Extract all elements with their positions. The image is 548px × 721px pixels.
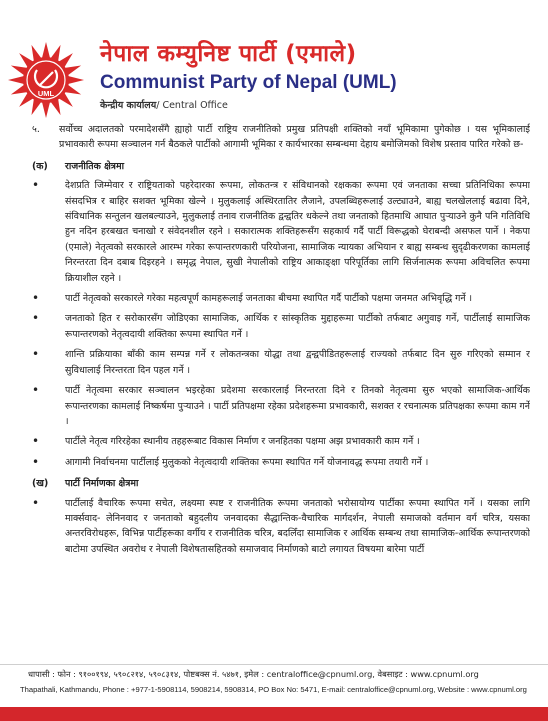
party-logo-icon bbox=[6, 40, 86, 120]
office-label-nepali: केन्द्रीय कार्यालय bbox=[100, 100, 157, 111]
political-points-list bbox=[32, 178, 530, 470]
letterhead bbox=[0, 0, 548, 120]
party-name-english: Communist Party of Nepal (UML) bbox=[100, 72, 397, 93]
list-item: • पार्टीले नेतृत्व गरिरहेका स्थानीय तहहरूबाट विकास निर्माण र जनहितका पक्षमा अझ प्रभावकारी काम गर्ने । bbox=[32, 434, 530, 449]
list-item: • पार्टी नेतृत्वमा सरकार सञ्चालन भइरहेका प्रदेशमा सरकारलाई निरन्तरता दिने र तिनको नेतृत्वमा सुरु भएको सामाजिक-आर्थिक रूपान्तरणका कामलाई निष्कर्षमा पुऱ्याउने । पार्टी प्रतिपक्षमा रहेका प्रदेशहरूमा प्रभावकारी, सशक्त र रचनात्मक प्रतिपक्षका रूपमा काम गर्ने । bbox=[32, 383, 530, 429]
footer-contact-english: Thapathali, Kathmandu, Phone : +977-1-5908114, 5908214, 5908314, PO Box No: 5471, E-mail: centraloffice@cpnuml.org, Website : www.cpnuml.org bbox=[20, 685, 527, 694]
party-building-points-list bbox=[32, 496, 530, 558]
section-label: (क) bbox=[32, 160, 48, 172]
numbered-paragraph bbox=[32, 122, 530, 153]
party-name-nepali: नेपाल कम्युनिष्ट पार्टी (एमाले) bbox=[100, 41, 357, 67]
section-title: राजनीतिक क्षेत्रमा bbox=[65, 160, 125, 172]
logo-text: UML bbox=[37, 89, 55, 98]
office-label bbox=[100, 98, 228, 111]
section-heading-kha bbox=[32, 476, 530, 491]
document-body bbox=[32, 122, 530, 657]
section-heading-ka bbox=[32, 159, 530, 174]
list-item: • आगामी निर्वाचनमा पार्टीलाई मुलुकको नेतृत्वदायी शक्तिका रूपमा स्थापित गर्ने योजनावद्ध रूपमा तयारी गर्ने । bbox=[32, 455, 530, 470]
list-item: • देशप्रति जिम्मेवार र राष्ट्रियताको पहरेदारका रूपमा, लोकतन्त्र र संविधानको रक्षकका रूपमा एवं जनताका सच्चा प्रतिनिधिका रूपमा संसदभित्र र बाहिर सशक्त भूमिका खेल्ने । मुलुकलाई अस्थिरतातिर लैजाने, उपलब्धिहरूलाई उल्ट्याउने, बाह्य चलखेललाई बढावा दिने, संविधानिक सन्तुलन खलबल्याउने, मुलुकलाई तनाव राजनीतिक द्वन्द्वतिर धकेल्ने तथा जनताको हितमाथि आघात पुऱ्याउने कुनै पनि गतिविधि हुन नदिन हरबखत चनाखो र संवेदनशील रहने । सकारात्मक शक्तिहरूसँग सहकार्य गर्दै पार्टी विरूद्धको घेराबन्दी असफल पार्ने । नेकपा (एमाले) नेतृत्वको सरकारले आरम्भ गरेका रूपान्तरणकारी परियोजना, सामाजिक न्यायका अभियान र बाह्य सम्बन्ध सुदृढीकरणका कामलाई निरन्तरता दिन दबाब दिइरहने । समृद्ध नेपाल, सुखी नेपालीको राष्ट्रिय आकाङ्क्षा परिपूर्तिका लागि सिर्जनात्मक रूपमा अविचलित रूपमा क्रियाशील रहने । bbox=[32, 178, 530, 286]
list-item: • जनताको हित र सरोकारसँग जोडिएका सामाजिक, आर्थिक र सांस्कृतिक मुद्दाहरूमा पार्टीको तर्फबाट अगुवाइ गर्ने, पार्टीलाई सामाजिक रूपान्तरणको नेतृत्वदायी शक्तिका रूपमा स्थापित गर्ने । bbox=[32, 311, 530, 342]
list-item: • पार्टी नेतृत्वको सरकारले गरेका महत्वपूर्ण कामहरूलाई जनताका बीचमा स्थापित गर्दै पार्टीको पक्षमा जनमत अभिवृद्धि गर्ने । bbox=[32, 291, 530, 306]
paragraph-number: ५. bbox=[32, 124, 40, 135]
footer-contact-nepali: धापासी : फोन : ९१००१९४, ५९०८२१४, ५९०८३१४, पोष्टबक्स नं. ५४७१, इमेल : centraloffice@cpnuml.org, वेबसाइट : www.cpnuml.org bbox=[28, 669, 479, 679]
list-item: • शान्ति प्रक्रियाका बाँकी काम सम्पन्न गर्ने र लोकतन्त्रका योद्धा तथा द्वन्द्वपीडितहरूलाई राज्यको तर्फबाट दिन सुरु गरिएको सम्मान र सुविधालाई निरन्तरता दिन पहल गर्ने । bbox=[32, 347, 530, 378]
section-title: पार्टी निर्माणका क्षेत्रमा bbox=[65, 478, 139, 490]
letterhead-footer bbox=[0, 664, 548, 721]
office-label-english: / Central Office bbox=[156, 100, 228, 111]
footer-color-bar bbox=[0, 707, 548, 721]
paragraph-text: सर्वोच्च अदालतको परमादेशसँगै ह्याहो पार्टी राष्ट्रिय राजनीतिको प्रमुख प्रतिपक्षी शक्तिको नयाँ भूमिकामा पुगेकोछ । यस भूमिकालाई प्रभावकारी रूपमा सञ्चालन गर्न बैठकले पार्टीको आगामी भूमिका र कार्यभारका सम्बन्धमा देहाय बमोजिमको विशेष प्रस्ताव पारित गरेको छ- bbox=[59, 124, 530, 151]
list-item: • पार्टीलाई वैचारिक रूपमा सचेत, लक्ष्यमा स्पष्ट र राजनीतिक रूपमा जनताको भरोसायोग्य पार्टीका रूपमा स्थापित गर्ने । यसका लागि मार्क्सवाद- लेनिनवाद र जनताको बहुदलीय जनवादका सैद्धान्तिक-वैचारिक मार्गदर्शन, नेपाली समाजको वर्तमान वर्ग चरित्र, यसका अन्तरविरोधहरू, विभिन्न पार्टीहरूका वर्गीय र राजनीतिक चरित्र, बदलिँदा सामाजिक र आर्थिक सम्बन्ध तथा सामाजिक-आर्थिक रूपान्तरणको बाटोमा उपस्थित अवरोध र नेपाली विशेषतासहितको समाजवाद निर्माणको बाटो लगायत विषयमा बारेमा पार्टी bbox=[32, 496, 530, 558]
section-label: (ख) bbox=[32, 478, 49, 490]
